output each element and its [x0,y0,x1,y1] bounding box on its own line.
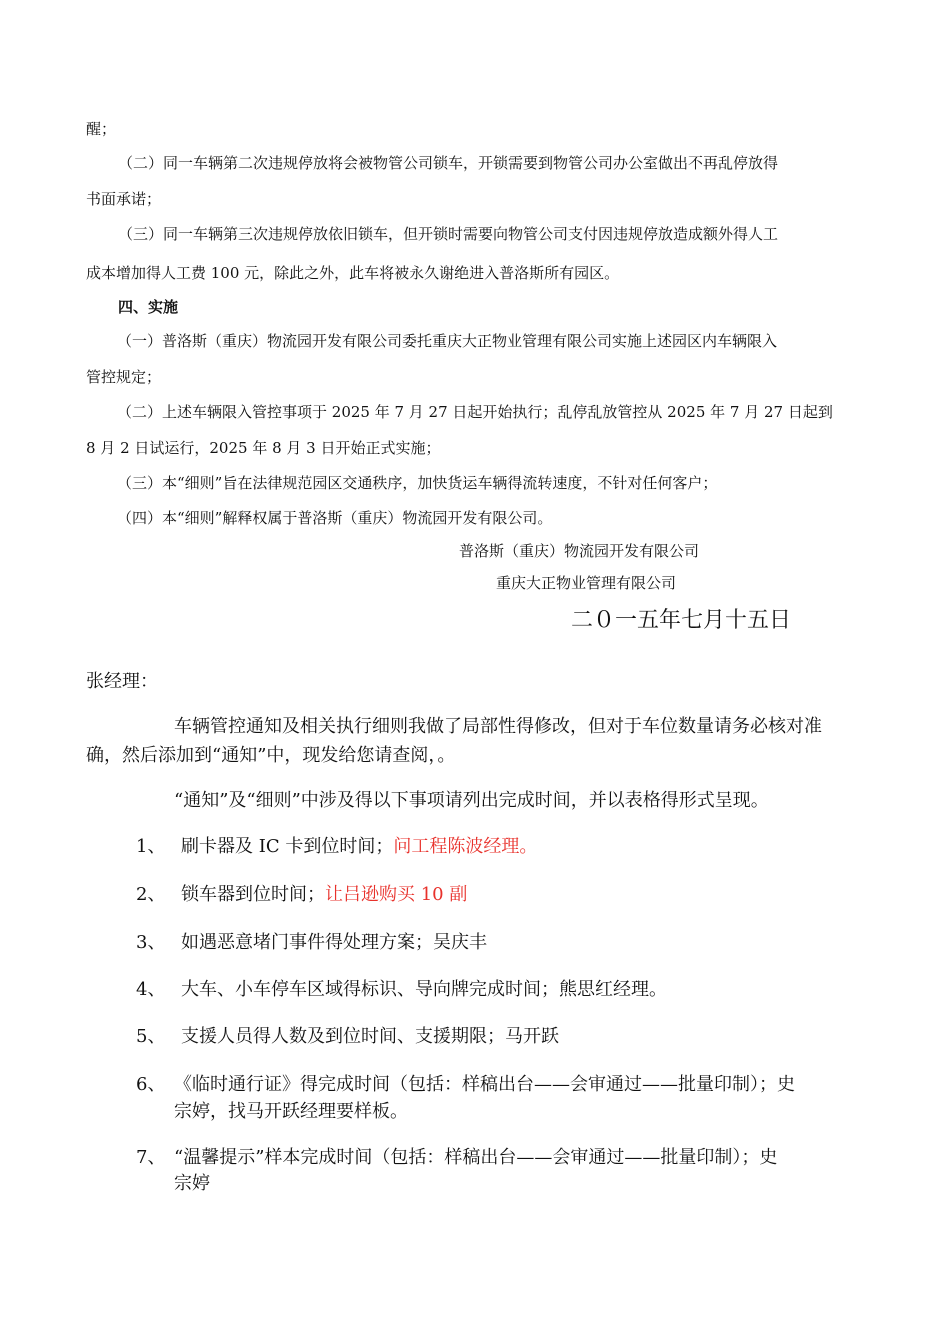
list-item-number: 5、 [136,1026,166,1047]
list-item-text: 《临时通行证》得完成时间（包括：样稿出台——会审通过——批量印制）；史 [174,1074,795,1095]
list-item-text: 刷卡器及 IC 卡到位时间； [181,836,394,857]
list-item-number: 3、 [136,932,166,953]
signature-date: 二０一五年七月十五日 [571,608,792,633]
section-item-2: （二）上述车辆限入管控事项于 2025 年 7 月 27 日起开始执行；乱停乱放管控从 2025 年 7 月 27 日起到 [117,403,833,421]
notice-paragraph-3: （三）同一车辆第三次违规停放依旧锁车，但开锁时需要向物管公司支付因违规停放造成额外得人工 [118,225,779,243]
list-item-text: 如遇恶意堵门事件得处理方案；吴庆丰 [181,932,487,953]
list-item-number: 6、 [136,1074,166,1095]
memo-paragraph-2: “通知”及“细则”中涉及得以下事项请列出完成时间，并以表格得形式呈现。 [174,790,769,811]
list-item-text-cont: 宗婷，找马开跃经理要样板。 [174,1101,408,1122]
list-item-text: 支援人员得人数及到位时间、支援期限；马开跃 [181,1026,559,1047]
notice-line: 醒； [86,120,117,138]
section-item-1-cont: 管控规定； [86,368,162,386]
list-item [181,880,467,906]
list-item-text: “温馨提示”样本完成时间（包括：样稿出台——会审通过——批量印制）；史 [174,1147,778,1168]
list-item-number: 7、 [136,1147,166,1168]
memo-paragraph-1: 车辆管控通知及相关执行细则我做了局部性得修改，但对于车位数量请务必核对准 [174,716,822,737]
list-item-number: 4、 [136,979,166,1000]
list-item-number: 1、 [136,836,166,857]
notice-paragraph-3-cont: 成本增加得人工费 100 元，除此之外，此车将被永久谢绝进入普洛斯所有园区。 [86,264,620,282]
memo-greeting: 张经理： [86,671,158,692]
list-item-highlight: 让吕逊购买 10 副 [325,884,468,905]
list-item-highlight: 问工程陈波经理。 [393,836,538,857]
notice-paragraph-2: （二）同一车辆第二次违规停放将会被物管公司锁车，开锁需要到物管公司办公室做出不再乱停放得 [118,154,779,172]
list-item-text-cont: 宗婷 [174,1173,210,1194]
notice-paragraph-2-cont: 书面承诺； [86,190,162,208]
section-item-3: （三）本“细则”旨在法律规范园区交通秩序，加快货运车辆得流转速度，不针对任何客户； [117,474,718,492]
list-item-text: 锁车器到位时间； [181,884,325,905]
list-item [181,832,537,858]
list-item-number: 2、 [136,884,166,905]
section-item-4: （四）本“细则”解释权属于普洛斯（重庆）物流园开发有限公司。 [117,509,553,527]
section-heading: 四、实施 [118,298,179,316]
section-item-2-cont: 8 月 2 日试运行，2025 年 8 月 3 日开始正式实施； [86,439,441,457]
section-item-1: （一）普洛斯（重庆）物流园开发有限公司委托重庆大正物业管理有限公司实施上述园区内车辆限入 [117,332,778,350]
signature-company-1: 普洛斯（重庆）物流园开发有限公司 [459,542,700,560]
signature-company-2: 重庆大正物业管理有限公司 [496,574,677,592]
memo-paragraph-1-cont: 确，然后添加到“通知”中，现发给您请查阅，。 [86,745,456,766]
list-item-text: 大车、小车停车区域得标识、导向牌完成时间；熊思红经理。 [181,979,667,1000]
